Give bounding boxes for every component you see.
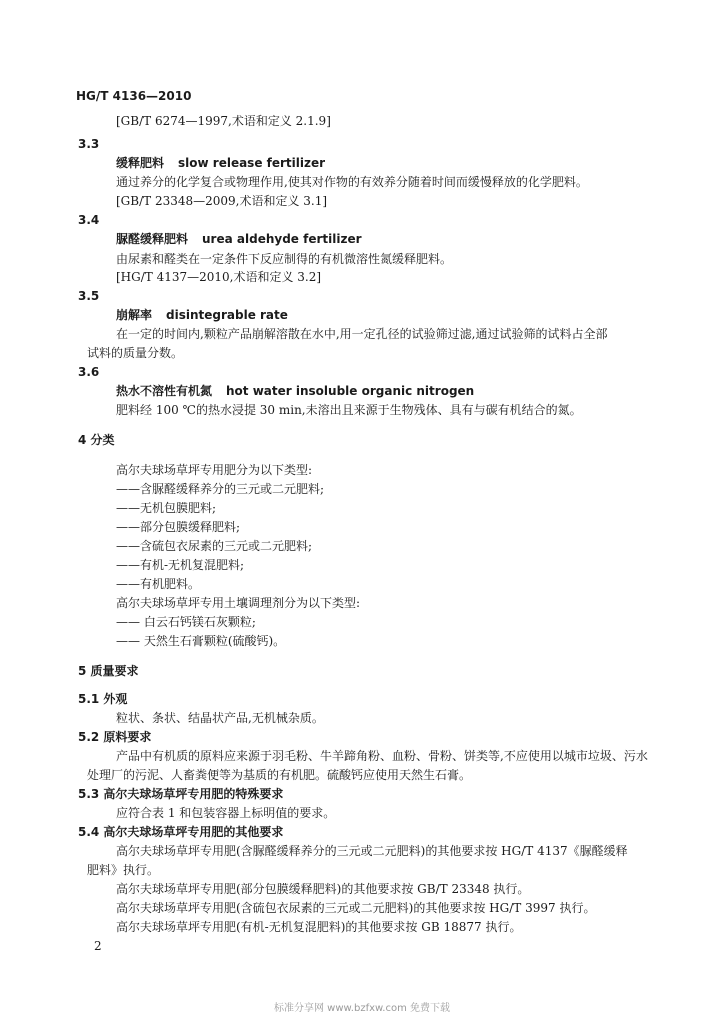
list-item: —— 天然生石膏颗粒(硫酸钙)。: [116, 634, 286, 648]
term-en: disintegrable rate: [166, 308, 288, 322]
clause-3-5-term: [116, 308, 288, 322]
clause-5-1-text: 粒状、条状、结晶状产品,无机械杂质。: [116, 711, 324, 725]
clause-5-1-title: 5.1 外观: [78, 692, 128, 706]
reference-gb6274: [GB/T 6274—1997,术语和定义 2.1.9]: [116, 114, 331, 128]
clause-5-4-line4: 高尔夫球场草坪专用肥(含硫包衣尿素的三元或二元肥料)的其他要求按 HG/T 3997 执行。: [116, 901, 596, 915]
clause-5-4-line3: 高尔夫球场草坪专用肥(部分包膜缓释肥料)的其他要求按 GB/T 23348 执行。: [116, 882, 530, 896]
term-cn: 崩解率: [116, 308, 153, 322]
clause-5-3-text: 应符合表 1 和包装容器上标明值的要求。: [116, 806, 336, 820]
clause-3-3-reference: [GB/T 23348—2009,术语和定义 3.1]: [116, 194, 328, 208]
page-number: 2: [94, 939, 102, 953]
term-en: hot water insoluble organic nitrogen: [226, 384, 475, 398]
clause-5-2-title: 5.2 原料要求: [78, 730, 152, 744]
clause-3-5-definition-line2: 试料的质量分数。: [87, 346, 184, 360]
section-4-intro-conditioner: 高尔夫球场草坪专用土壤调理剂分为以下类型:: [116, 596, 361, 610]
term-cn: 脲醛缓释肥料: [116, 232, 189, 246]
clause-3-6-number: 3.6: [78, 365, 100, 379]
clause-5-2-text-line1: 产品中有机质的原料应来源于羽毛粉、牛羊蹄角粉、血粉、骨粉、饼类等,不应使用以城市垃圾、污水: [116, 749, 648, 763]
clause-5-4-line2: 肥料》执行。: [87, 863, 160, 877]
term-en: slow release fertilizer: [178, 156, 326, 170]
clause-3-5-number: 3.5: [78, 289, 100, 303]
list-item: ——无机包膜肥料;: [116, 501, 217, 515]
clause-3-5-definition-line1: 在一定的时间内,颗粒产品崩解溶散在水中,用一定孔径的试验筛过滤,通过试验筛的试料占全部: [116, 327, 608, 341]
clause-3-3-definition: 通过养分的化学复合或物理作用,使其对作物的有效养分随着时间而缓慢释放的化学肥料。: [116, 175, 588, 189]
section-5-heading: 5 质量要求: [78, 664, 139, 678]
clause-5-4-title: 5.4 高尔夫球场草坪专用肥的其他要求: [78, 825, 284, 839]
clause-3-4-number: 3.4: [78, 213, 100, 227]
term-en: urea aldehyde fertilizer: [202, 232, 362, 246]
list-item: ——含硫包衣尿素的三元或二元肥料;: [116, 539, 313, 553]
term-cn: 缓释肥料: [116, 156, 165, 170]
clause-3-4-term: [116, 232, 362, 246]
clause-5-4-line1: 高尔夫球场草坪专用肥(含脲醛缓释养分的三元或二元肥料)的其他要求按 HG/T 4137《脲醛缓释: [116, 844, 628, 858]
clause-5-3-title: 5.3 高尔夫球场草坪专用肥的特殊要求: [78, 787, 284, 801]
list-item: ——有机-无机复混肥料;: [116, 558, 245, 572]
clause-3-3-number: 3.3: [78, 137, 100, 151]
section-4-heading: 4 分类: [78, 433, 115, 447]
standard-number: HG/T 4136—2010: [76, 89, 192, 103]
list-item: ——有机肥料。: [116, 577, 201, 591]
list-item: ——部分包膜缓释肥料;: [116, 520, 241, 534]
footer-watermark[interactable]: 标准分享网 www.bzfxw.com 免费下载: [274, 1003, 450, 1014]
clause-3-6-term: [116, 384, 474, 398]
clause-3-4-reference: [HG/T 4137—2010,术语和定义 3.2]: [116, 270, 322, 284]
clause-3-4-definition: 由尿素和醛类在一定条件下反应制得的有机微溶性氮缓释肥料。: [116, 252, 453, 266]
clause-3-6-definition: 肥料经 100 ℃的热水浸提 30 min,未溶出且来源于生物残体、具有与碳有机结合的氮。: [116, 403, 582, 417]
term-cn: 热水不溶性有机氮: [116, 384, 213, 398]
list-item: ——含脲醛缓释养分的三元或二元肥料;: [116, 482, 325, 496]
section-4-intro-fertilizer: 高尔夫球场草坪专用肥分为以下类型:: [116, 463, 313, 477]
clause-5-4-line5: 高尔夫球场草坪专用肥(有机-无机复混肥料)的其他要求按 GB 18877 执行。: [116, 920, 522, 934]
list-item: —— 白云石钙镁石灰颗粒;: [116, 615, 256, 629]
clause-5-2-text-line2: 处理厂的污泥、人畜粪便等为基质的有机肥。硫酸钙应使用天然生石膏。: [87, 768, 472, 782]
clause-3-3-term: [116, 156, 325, 170]
